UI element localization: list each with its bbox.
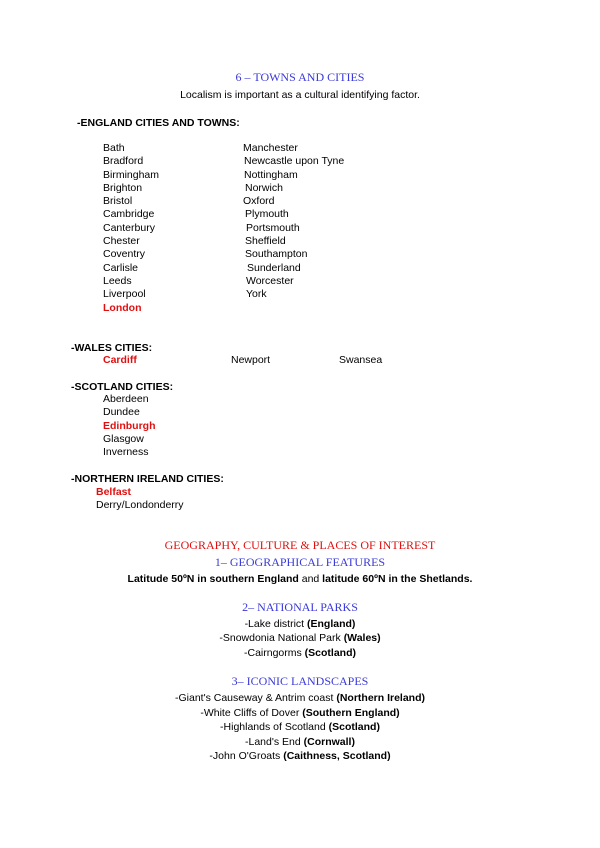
landscape-name: -White Cliffs of Dover bbox=[200, 707, 303, 719]
city-item: Carlisle bbox=[103, 261, 139, 274]
city-item: Norwich bbox=[245, 181, 283, 194]
city-item: Bath bbox=[103, 142, 125, 154]
city-item: Manchester bbox=[243, 142, 298, 154]
city-item: Bradford bbox=[103, 155, 144, 168]
city-item: Aberdeen bbox=[103, 393, 149, 405]
park-region: (England) bbox=[307, 618, 356, 630]
northern-ireland-heading: -NORTHERN IRELAND CITIES: bbox=[71, 473, 224, 485]
city-item: Oxford bbox=[243, 195, 275, 208]
section-title: 6 – TOWNS AND CITIES bbox=[235, 70, 365, 84]
city-item: Birmingham bbox=[103, 168, 160, 181]
city-item: Sheffield bbox=[245, 235, 286, 248]
landscape-region: (Scotland) bbox=[328, 721, 380, 733]
park-name: -Snowdonia National Park bbox=[219, 632, 344, 644]
city-item: Plymouth bbox=[245, 208, 289, 221]
city-item: Chester bbox=[103, 235, 140, 248]
city-item: Coventry bbox=[103, 248, 146, 261]
latitude-and: and bbox=[298, 573, 323, 585]
city-item: Inverness bbox=[103, 446, 149, 459]
latitude-north: latitude 60ºN in the Shetlands. bbox=[322, 573, 473, 585]
landscape-item bbox=[0, 707, 600, 720]
city-item: Dundee bbox=[103, 406, 140, 419]
city-item: Nottingham bbox=[244, 168, 298, 181]
landscape-region: (Northern Ireland) bbox=[336, 692, 425, 704]
landscape-name: -John O'Groats bbox=[209, 750, 284, 762]
landscapes-title: 3– ICONIC LANDSCAPES bbox=[231, 674, 369, 688]
england-col2 bbox=[243, 142, 344, 302]
park-name: -Lake district bbox=[244, 618, 307, 630]
city-item: Sunderland bbox=[247, 261, 301, 274]
landscape-region: (Caithness, Scotland) bbox=[283, 750, 391, 762]
park-name: -Cairngorms bbox=[243, 647, 305, 659]
city-item: Worcester bbox=[246, 274, 294, 287]
city-item: Southampton bbox=[245, 248, 308, 261]
landscape-name: -Giant's Causeway & Antrim coast bbox=[175, 692, 337, 704]
capital-belfast: Belfast bbox=[96, 486, 132, 498]
capital-cardiff: Cardiff bbox=[103, 354, 137, 366]
england-col1 bbox=[103, 142, 159, 315]
park-item bbox=[0, 632, 600, 645]
city-item: Bristol bbox=[103, 195, 133, 208]
park-region: (Scotland) bbox=[304, 647, 357, 659]
wales-heading: -WALES CITIES: bbox=[71, 342, 153, 354]
landscape-item bbox=[0, 736, 600, 749]
latitude-south: Latitude 50ºN in southern England bbox=[127, 573, 299, 585]
city-item: Portsmouth bbox=[246, 221, 300, 234]
landscape-item bbox=[0, 721, 600, 734]
city-item: Leeds bbox=[103, 274, 132, 287]
capital-edinburgh: Edinburgh bbox=[103, 419, 156, 432]
england-heading: -ENGLAND CITIES AND TOWNS: bbox=[77, 117, 240, 129]
features-title: 1– GEOGRAPHICAL FEATURES bbox=[214, 555, 386, 569]
landscape-region: (Southern England) bbox=[302, 707, 400, 719]
city-item: Cambridge bbox=[103, 208, 155, 221]
landscape-name: -Land's End bbox=[245, 736, 304, 748]
landscape-region: (Cornwall) bbox=[303, 736, 355, 748]
park-item bbox=[0, 647, 600, 660]
landscape-item bbox=[0, 750, 600, 763]
city-item: Newcastle upon Tyne bbox=[244, 155, 345, 168]
latitude-line bbox=[0, 573, 600, 586]
scotland-list bbox=[103, 393, 156, 459]
capital-london: London bbox=[103, 301, 142, 314]
city-item: Brighton bbox=[103, 181, 143, 194]
section-subtitle: Localism is important as a cultural identifying factor. bbox=[180, 89, 420, 101]
city-item: Glasgow bbox=[103, 432, 144, 445]
city-item: York bbox=[246, 288, 267, 301]
landscape-name: -Highlands of Scotland bbox=[220, 721, 329, 733]
scotland-heading: -SCOTLAND CITIES: bbox=[71, 381, 174, 393]
city-item: Liverpool bbox=[103, 288, 146, 301]
park-region: (Wales) bbox=[343, 632, 381, 644]
city-item: Swansea bbox=[339, 354, 383, 366]
geography-title: GEOGRAPHY, CULTURE & PLACES OF INTEREST bbox=[164, 538, 436, 552]
parks-title: 2– NATIONAL PARKS bbox=[242, 600, 358, 614]
city-item: Newport bbox=[231, 354, 271, 366]
park-item bbox=[0, 618, 600, 631]
northern-ireland-list bbox=[96, 486, 184, 513]
city-item: Derry/Londonderry bbox=[96, 499, 184, 512]
city-item: Canterbury bbox=[103, 221, 155, 234]
landscape-item bbox=[0, 692, 600, 705]
